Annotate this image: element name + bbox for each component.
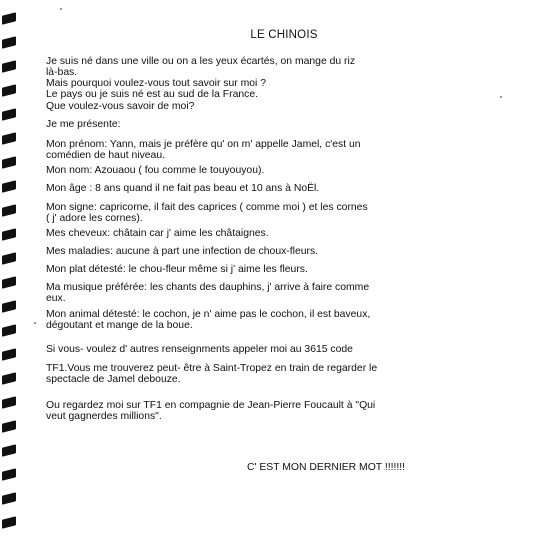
binding-hole [2,132,16,144]
binding-hole [2,372,16,384]
binding-hole [2,276,16,288]
paragraph-musique: Ma musique préférée: les chants des dauphins, j' arrive à faire comme eux. [46,282,370,304]
binding-hole [2,204,16,216]
binding-hole [2,156,16,168]
signoff-line: C' EST MON DERNIER MOT !!!!!!! [247,462,406,473]
binding-hole [2,516,16,528]
binding-hole [2,60,16,72]
paragraph-foucault: Ou regardez moi sur TF1 en compagnie de Jean-Pierre Foucault à "Qui veut gagnerdes millions". [46,400,376,422]
binding-hole [2,444,16,456]
binding-hole [2,228,16,240]
binding-hole [2,300,16,312]
scan-speck [60,8,62,10]
paragraph-animal: Mon animal détesté: le cochon, je n' aime pas le cochon, il est baveux, dégoutant et mange de la boue. [46,309,371,331]
binding-hole [2,84,16,96]
paragraph-age: Mon âge : 8 ans quand il ne fait pas beau et 10 ans à NoËl. [46,183,320,194]
binding-hole [2,108,16,120]
binding-hole [2,348,16,360]
paragraph-intro: Je suis né dans une ville ou on a les yeux écartés, on mange du riz là-bas. Mais pourquoi voulez-vous tout savoir sur moi ? Le pays ou je suis né est au sud de la France. [46,56,356,100]
binding-hole [2,468,16,480]
binding-hole [2,396,16,408]
binding-hole [2,12,16,24]
paragraph-plat: Mon plat détesté: le chou-fleur même si j' aime les fleurs. [46,264,308,275]
paragraph-contact: Si vous- voulez d' autres renseignments appeler moi au 3615 code [46,344,353,355]
binding-hole [2,180,16,192]
paragraph-signe: Mon signe: capricorne, il fait des caprices ( comme moi ) et les cornes ( j' adore les cornes). [46,202,368,224]
paragraph-prenom: Mon prénom: Yann, mais je préfère qu' on m' appelle Jamel, c'est un comédien de haut niveau. [46,139,361,161]
binding-hole [2,492,16,504]
binding-hole [2,252,16,264]
paragraph-cheveux: Mes cheveux: châtain car j' aime les châtaignes. [46,228,269,239]
paragraph-tf1: TF1.Vous me trouverez peut- être à Saint-Tropez en train de regarder le spectacle de Jamel debouze. [46,363,378,385]
scan-speck [500,96,502,98]
paragraph-maladies: Mes maladies: aucune à part une infection de choux-fleurs. [46,246,319,257]
page-title: LE CHINOIS [250,29,318,41]
spiral-binding [0,0,22,540]
scan-speck [34,322,36,324]
paragraph-presente: Je me présente: [46,119,121,130]
paragraph-question: Que voulez-vous savoir de moi? [46,101,195,112]
binding-hole [2,324,16,336]
paragraph-nom: Mon nom: Azouaou ( fou comme le touyouyou). [46,165,265,176]
binding-hole [2,420,16,432]
